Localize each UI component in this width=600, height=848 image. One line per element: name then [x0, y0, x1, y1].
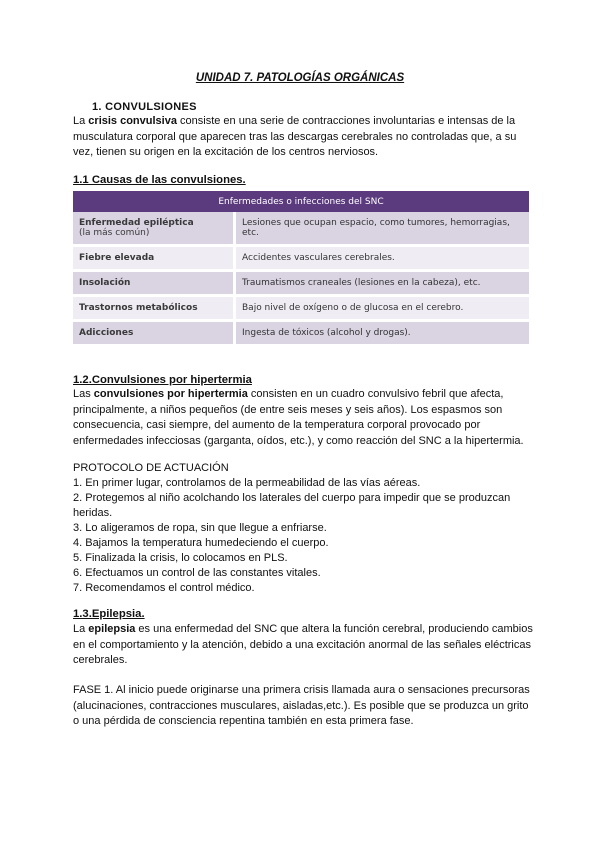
- table-row: [73, 272, 529, 294]
- protocol-step: 3. Lo aligeramos de ropa, sin que llegue a enfriarse.: [73, 522, 327, 534]
- table-cell-left: Fiebre elevada: [73, 247, 236, 269]
- intro-paragraph: La crisis convulsiva consiste en una serie de contracciones involuntarias e intensas de la musculatura corporal que aparecen tras las descargas cerebrales no controladas que, a su vez, tienen su origen en la excitación de los centros nerviosos.: [73, 115, 517, 158]
- table-cell-left: Trastornos metabólicos: [73, 297, 236, 319]
- term-epilepsia: epilepsia: [88, 623, 136, 635]
- term-crisis-convulsiva: crisis convulsiva: [88, 115, 177, 127]
- table-cell-left: Adicciones: [73, 322, 236, 344]
- section-heading-convulsiones: 1. CONVULSIONES: [92, 101, 197, 113]
- protocol-step: 2. Protegemos al niño acolchando los laterales del cuerpo para impedir que se produzcan: [73, 492, 511, 504]
- table-cell-right: Accidentes vasculares cerebrales.: [236, 247, 529, 269]
- table-row: [73, 322, 529, 344]
- table-cell-left: Insolación: [73, 272, 236, 294]
- protocol-step: 7. Recomendamos el control médico.: [73, 582, 255, 594]
- protocol-title: PROTOCOLO DE ACTUACIÓN: [73, 462, 229, 474]
- epilepsy-phase1-paragraph: FASE 1. Al inicio puede originarse una primera crisis llamada aura o sensaciones precursoras (alucinaciones, contracciones musculares, aisladas,etc.). Es posible que se produzca un grito o una pérdida de consciencia repentina también en esta primera fase.: [73, 684, 530, 727]
- protocol-step: 6. Efectuamos un control de las constantes vitales.: [73, 567, 321, 579]
- causes-table-header: Enfermedades o infecciones del SNC: [73, 191, 529, 212]
- table-row: [73, 247, 529, 269]
- table-row: [73, 212, 529, 244]
- unit-title: UNIDAD 7. PATOLOGÍAS ORGÁNICAS: [195, 72, 405, 84]
- hyperthermia-paragraph: Las convulsiones por hipertermia consisten en un cuadro convulsivo febril que afecta, principalmente, a niños pequeños (de entre seis meses y seis años). Los espasmos son consecuencia, casi siempre, del aumento de la temperatura corporal provocado por enfermedades infecciosas (garganta, oídos, etc.), y como reacción del SNC a la hipertermia.: [73, 388, 524, 447]
- protocol-step: heridas.: [73, 507, 113, 519]
- table-cell-right: Ingesta de tóxicos (alcohol y drogas).: [236, 322, 529, 344]
- causes-heading: 1.1 Causas de las convulsiones.: [73, 174, 246, 186]
- protocol-step: 1. En primer lugar, controlamos de la permeabilidad de las vías aéreas.: [73, 477, 421, 489]
- table-cell-right: Traumatismos craneales (lesiones en la cabeza), etc.: [236, 272, 529, 294]
- table-row: [73, 297, 529, 319]
- hyperthermia-heading: 1.2.Convulsiones por hipertermia: [73, 374, 252, 386]
- table-cell-right: Bajo nivel de oxígeno o de glucosa en el cerebro.: [236, 297, 529, 319]
- term-convulsiones-hipertermia: convulsiones por hipertermia: [93, 388, 248, 400]
- table-cell-left: Enfermedad epiléptica (la más común): [73, 212, 236, 244]
- protocol-step: 5. Finalizada la crisis, lo colocamos en PLS.: [73, 552, 288, 564]
- table-cell-right: Lesiones que ocupan espacio, como tumores, hemorragias, etc.: [236, 212, 529, 244]
- protocol-step: 4. Bajamos la temperatura humedeciendo el cuerpo.: [73, 537, 329, 549]
- epilepsy-paragraph: La epilepsia es una enfermedad del SNC que altera la función cerebral, produciendo cambios en el comportamiento y la atención, debido a una excitación anormal de las señales eléctricas cerebrales.: [73, 623, 533, 666]
- epilepsy-heading: 1.3.Epilepsia.: [73, 608, 145, 620]
- causes-table: [73, 191, 529, 344]
